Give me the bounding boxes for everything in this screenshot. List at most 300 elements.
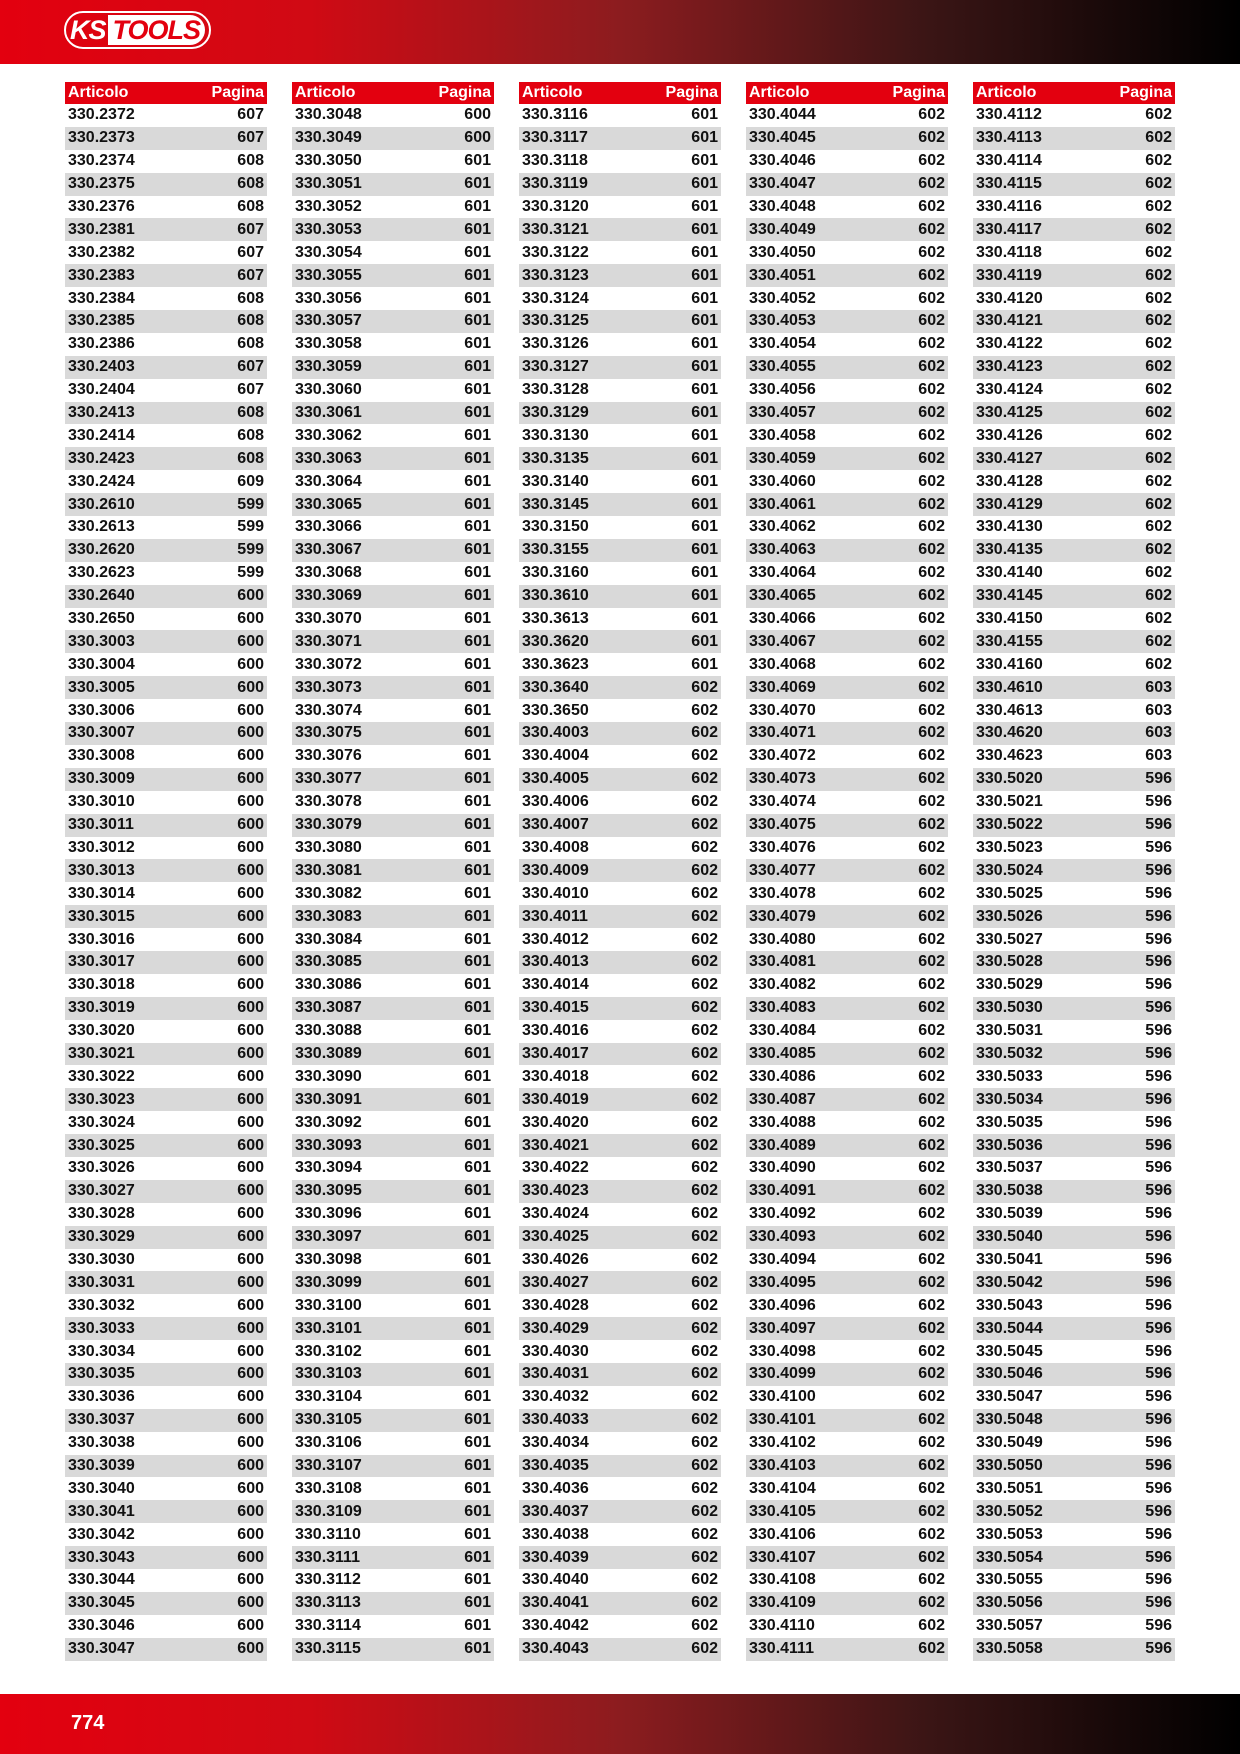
page-ref: 601 [464,884,491,902]
table-row [519,447,721,470]
table-row [973,722,1175,745]
page-ref: 602 [691,907,718,925]
page-ref: 602 [1145,312,1172,330]
page-ref: 596 [1145,1022,1172,1040]
page-ref: 601 [464,1388,491,1406]
header-page: Pagina [1119,84,1172,101]
article-number: 330.4004 [522,747,589,765]
page-ref: 601 [464,816,491,834]
page-ref: 602 [918,1594,945,1612]
table-row [65,745,267,768]
article-number: 330.3079 [295,816,362,834]
header-page: Pagina [665,84,718,101]
article-number: 330.4043 [522,1640,589,1658]
page-ref: 602 [918,1617,945,1635]
table-row [292,814,494,837]
page-ref: 596 [1145,816,1172,834]
table-row [65,424,267,447]
table-row [65,676,267,699]
table-row [65,1065,267,1088]
page-ref: 602 [1145,335,1172,353]
article-number: 330.3055 [295,266,362,284]
table-row [292,791,494,814]
table-row [746,1615,948,1638]
table-row [519,104,721,127]
article-number: 330.2383 [68,266,135,284]
page-ref: 600 [237,1067,264,1085]
article-number: 330.5046 [976,1365,1043,1383]
table-row [519,470,721,493]
page-ref: 596 [1145,1548,1172,1566]
table-row [973,1363,1175,1386]
table-row [65,928,267,951]
table-row [519,837,721,860]
table-row [746,905,948,928]
header-page: Pagina [892,84,945,101]
article-number: 330.5032 [976,1044,1043,1062]
table-row [519,1340,721,1363]
table-row [973,814,1175,837]
article-number: 330.3119 [522,175,588,193]
page-ref: 603 [1145,747,1172,765]
table-row [973,1043,1175,1066]
table-row [65,1523,267,1546]
table-row [746,333,948,356]
page-ref: 601 [464,220,491,238]
table-row [746,1592,948,1615]
page-ref: 602 [691,770,718,788]
article-number: 330.3022 [68,1067,135,1085]
article-number: 330.5026 [976,907,1043,925]
article-number: 330.4006 [522,793,589,811]
page-ref: 602 [918,495,945,513]
table-row [973,1546,1175,1569]
table-row [519,562,721,585]
page-ref: 602 [918,1250,945,1268]
table-row [65,791,267,814]
page-ref: 601 [464,1434,491,1452]
article-number: 330.4129 [976,495,1043,513]
table-row [973,562,1175,585]
page-ref: 601 [464,747,491,765]
page-ref: 600 [237,793,264,811]
table-row [973,1203,1175,1226]
article-number: 330.3155 [522,541,589,559]
article-number: 330.3017 [68,953,135,971]
page-ref: 602 [918,1479,945,1497]
article-number: 330.4034 [522,1434,589,1452]
table-row [519,379,721,402]
table-row [519,1523,721,1546]
article-number: 330.5030 [976,999,1043,1017]
table-row [292,356,494,379]
page-ref: 596 [1145,1479,1172,1497]
article-number: 330.3610 [522,587,589,605]
article-number: 330.4059 [749,449,816,467]
article-number: 330.4102 [749,1434,816,1452]
article-number: 330.5044 [976,1319,1043,1337]
article-number: 330.5022 [976,816,1043,834]
page-ref: 596 [1145,793,1172,811]
article-number: 330.3114 [295,1617,361,1635]
article-number: 330.3092 [295,1113,362,1131]
table-row [292,882,494,905]
table-row [973,424,1175,447]
table-row [65,1455,267,1478]
table-row [746,1386,948,1409]
header-page: Pagina [438,84,491,101]
column-header [65,82,267,104]
page-ref: 601 [464,472,491,490]
table-row [973,1615,1175,1638]
article-number: 330.2403 [68,358,135,376]
table-row [65,768,267,791]
table-row [973,1409,1175,1432]
article-number: 330.4070 [749,701,816,719]
page-ref: 600 [237,1617,264,1635]
table-row [65,447,267,470]
page-ref: 602 [918,953,945,971]
table-row [65,722,267,745]
page-ref: 601 [464,907,491,925]
article-number: 330.4053 [749,312,816,330]
page-ref: 596 [1145,1365,1172,1383]
table-row [519,218,721,241]
page-ref: 601 [464,335,491,353]
table-row [746,928,948,951]
table-row [746,882,948,905]
table-row [292,768,494,791]
page-ref: 602 [918,1273,945,1291]
page-ref: 596 [1145,976,1172,994]
table-row [973,470,1175,493]
page-ref: 600 [237,1113,264,1131]
table-row [65,470,267,493]
table-row [746,1157,948,1180]
article-number: 330.4015 [522,999,589,1017]
table-row [519,722,721,745]
article-number: 330.3040 [68,1479,135,1497]
table-row [292,333,494,356]
table-row [519,424,721,447]
table-row [65,241,267,264]
article-number: 330.3054 [295,243,362,261]
page-ref: 601 [464,289,491,307]
table-row [519,791,721,814]
table-row [292,951,494,974]
table-row [746,1363,948,1386]
article-number: 330.4061 [749,495,816,513]
article-number: 330.3025 [68,1136,135,1154]
article-number: 330.3011 [68,816,134,834]
article-number: 330.3086 [295,976,362,994]
table-row [65,951,267,974]
page-ref: 596 [1145,930,1172,948]
article-number: 330.3096 [295,1205,362,1223]
article-number: 330.3110 [295,1525,361,1543]
article-number: 330.5038 [976,1182,1043,1200]
article-number: 330.5039 [976,1205,1043,1223]
article-number: 330.4027 [522,1273,589,1291]
page-ref: 602 [691,1365,718,1383]
article-number: 330.3115 [295,1640,361,1658]
page-ref: 600 [237,1136,264,1154]
table-row [65,1569,267,1592]
page-ref: 602 [691,1479,718,1497]
page-ref: 600 [237,1182,264,1200]
page-ref: 602 [691,861,718,879]
table-row [65,837,267,860]
table-row [973,837,1175,860]
column-header [973,82,1175,104]
page-ref: 601 [691,610,718,628]
header-page: Pagina [211,84,264,101]
header-bar [0,0,1240,64]
table-row [746,127,948,150]
page-ref: 601 [691,129,718,147]
page-ref: 601 [464,1525,491,1543]
article-number: 330.3044 [68,1571,135,1589]
page-ref: 601 [464,1502,491,1520]
table-row [973,1386,1175,1409]
table-row [65,1477,267,1500]
table-row [973,1111,1175,1134]
page-ref: 602 [691,1273,718,1291]
article-number: 330.3121 [522,220,589,238]
article-number: 330.5051 [976,1479,1043,1497]
table-row [65,859,267,882]
table-row [519,196,721,219]
article-number: 330.3097 [295,1228,362,1246]
article-number: 330.5034 [976,1090,1043,1108]
page-ref: 601 [464,198,491,215]
table-row [973,1638,1175,1661]
article-number: 330.3007 [68,724,135,742]
table-row [65,173,267,196]
page-ref: 596 [1145,861,1172,879]
page-ref: 596 [1145,1342,1172,1360]
table-row [746,1043,948,1066]
article-number: 330.4620 [976,724,1043,742]
table-row [746,1134,948,1157]
page-ref: 607 [237,106,264,124]
article-number: 330.4030 [522,1342,589,1360]
page-ref: 602 [918,106,945,124]
page-ref: 602 [918,610,945,628]
article-number: 330.4090 [749,1159,816,1177]
table-row [65,562,267,585]
page-ref: 603 [1145,724,1172,742]
page-ref: 601 [464,1456,491,1474]
page-ref: 602 [1145,610,1172,628]
table-row [65,1592,267,1615]
table-row [973,1134,1175,1157]
page-ref: 601 [464,1342,491,1360]
table-row [973,1249,1175,1272]
article-number: 330.4072 [749,747,816,765]
page-ref: 602 [918,1456,945,1474]
table-row [519,1638,721,1661]
article-number: 330.3116 [522,106,588,124]
logo-tools-text: TOOLS [108,15,206,45]
article-number: 330.5057 [976,1617,1043,1635]
article-number: 330.4127 [976,449,1043,467]
page-ref: 602 [918,1067,945,1085]
article-number: 330.4093 [749,1228,816,1246]
table-row [746,424,948,447]
article-number: 330.5024 [976,861,1043,879]
page-ref: 601 [691,381,718,399]
article-number: 330.4039 [522,1548,589,1566]
article-number: 330.2372 [68,106,135,124]
page-ref: 601 [691,472,718,490]
page-ref: 596 [1145,1411,1172,1429]
page-ref: 602 [1145,587,1172,605]
table-row [292,974,494,997]
page-ref: 602 [691,1640,718,1658]
page-ref: 600 [237,861,264,879]
table-row [292,1203,494,1226]
article-number: 330.3640 [522,678,589,696]
article-number: 330.4098 [749,1342,816,1360]
table-row [746,951,948,974]
table-row [292,1477,494,1500]
page-ref: 600 [237,1479,264,1497]
table-row [746,1500,948,1523]
table-row [973,150,1175,173]
article-number: 330.2404 [68,381,135,399]
article-number: 330.3122 [522,243,589,261]
article-number: 330.2613 [68,518,135,536]
page-ref: 602 [918,907,945,925]
page-ref: 600 [237,1548,264,1566]
article-number: 330.3083 [295,907,362,925]
ks-tools-logo [64,11,211,49]
article-number: 330.4078 [749,884,816,902]
page-ref: 601 [464,243,491,261]
page-ref: 600 [237,1342,264,1360]
table-row [292,1271,494,1294]
page-ref: 602 [691,1571,718,1589]
table-row [65,1615,267,1638]
article-number: 330.4049 [749,220,816,238]
page-ref: 602 [1145,381,1172,399]
article-number: 330.4069 [749,678,816,696]
table-row [973,1157,1175,1180]
page-ref: 602 [918,1228,945,1246]
page-ref: 601 [464,724,491,742]
table-row [65,1249,267,1272]
table-row [746,1455,948,1478]
article-number: 330.4040 [522,1571,589,1589]
page-ref: 602 [691,1136,718,1154]
index-column [65,82,267,1661]
article-number: 330.2650 [68,610,135,628]
article-number: 330.3021 [68,1044,135,1062]
page-ref: 601 [464,1479,491,1497]
article-number: 330.4076 [749,838,816,856]
table-row [65,150,267,173]
table-row [519,1317,721,1340]
page-ref: 602 [918,1136,945,1154]
page-ref: 600 [237,976,264,994]
article-number: 330.2374 [68,152,135,170]
page-ref: 601 [464,1296,491,1314]
page-ref: 602 [918,838,945,856]
article-number: 330.4087 [749,1090,816,1108]
article-number: 330.3048 [295,106,362,124]
page-ref: 596 [1145,1502,1172,1520]
table-row [519,1088,721,1111]
table-row [292,905,494,928]
table-row [519,1271,721,1294]
table-row [292,745,494,768]
page-ref: 602 [1145,152,1172,170]
article-number: 330.4104 [749,1479,816,1497]
page-ref: 601 [464,1411,491,1429]
article-number: 330.3062 [295,426,362,444]
article-number: 330.3008 [68,747,135,765]
page-ref: 596 [1145,1388,1172,1406]
article-number: 330.4055 [749,358,816,376]
table-row [292,1569,494,1592]
page-ref: 602 [918,1296,945,1314]
table-row [519,1409,721,1432]
page-ref: 602 [918,747,945,765]
article-number: 330.4107 [749,1548,816,1566]
table-row [746,218,948,241]
table-row [519,356,721,379]
article-number: 330.3067 [295,541,362,559]
article-number: 330.3128 [522,381,589,399]
table-row [973,196,1175,219]
logo-ks-text: KS [69,14,106,45]
page-ref: 600 [237,724,264,742]
article-number: 330.4077 [749,861,816,879]
page-ref: 600 [237,907,264,925]
article-number: 330.3041 [68,1502,135,1520]
header-article: Articolo [522,84,583,101]
page-ref: 602 [918,358,945,376]
article-number: 330.4083 [749,999,816,1017]
article-number: 330.4005 [522,770,589,788]
index-column [292,82,494,1661]
article-number: 330.3004 [68,655,135,673]
table-row [292,539,494,562]
page-ref: 596 [1145,1456,1172,1474]
article-number: 330.4081 [749,953,816,971]
table-row [65,1432,267,1455]
page-ref: 602 [1145,449,1172,467]
article-number: 330.3090 [295,1067,362,1085]
page-ref: 602 [918,1548,945,1566]
page-ref: 602 [1145,198,1172,215]
page-ref: 602 [691,930,718,948]
page-ref: 601 [464,632,491,650]
article-number: 330.4610 [976,678,1043,696]
table-row [292,1546,494,1569]
article-number: 330.3063 [295,449,362,467]
table-row [292,1180,494,1203]
table-row [65,516,267,539]
article-number: 330.3018 [68,976,135,994]
article-number: 330.4120 [976,289,1043,307]
page-ref: 602 [1145,564,1172,582]
article-number: 330.2610 [68,495,135,513]
table-row [973,1477,1175,1500]
article-number: 330.3123 [522,266,589,284]
table-row [65,1226,267,1249]
